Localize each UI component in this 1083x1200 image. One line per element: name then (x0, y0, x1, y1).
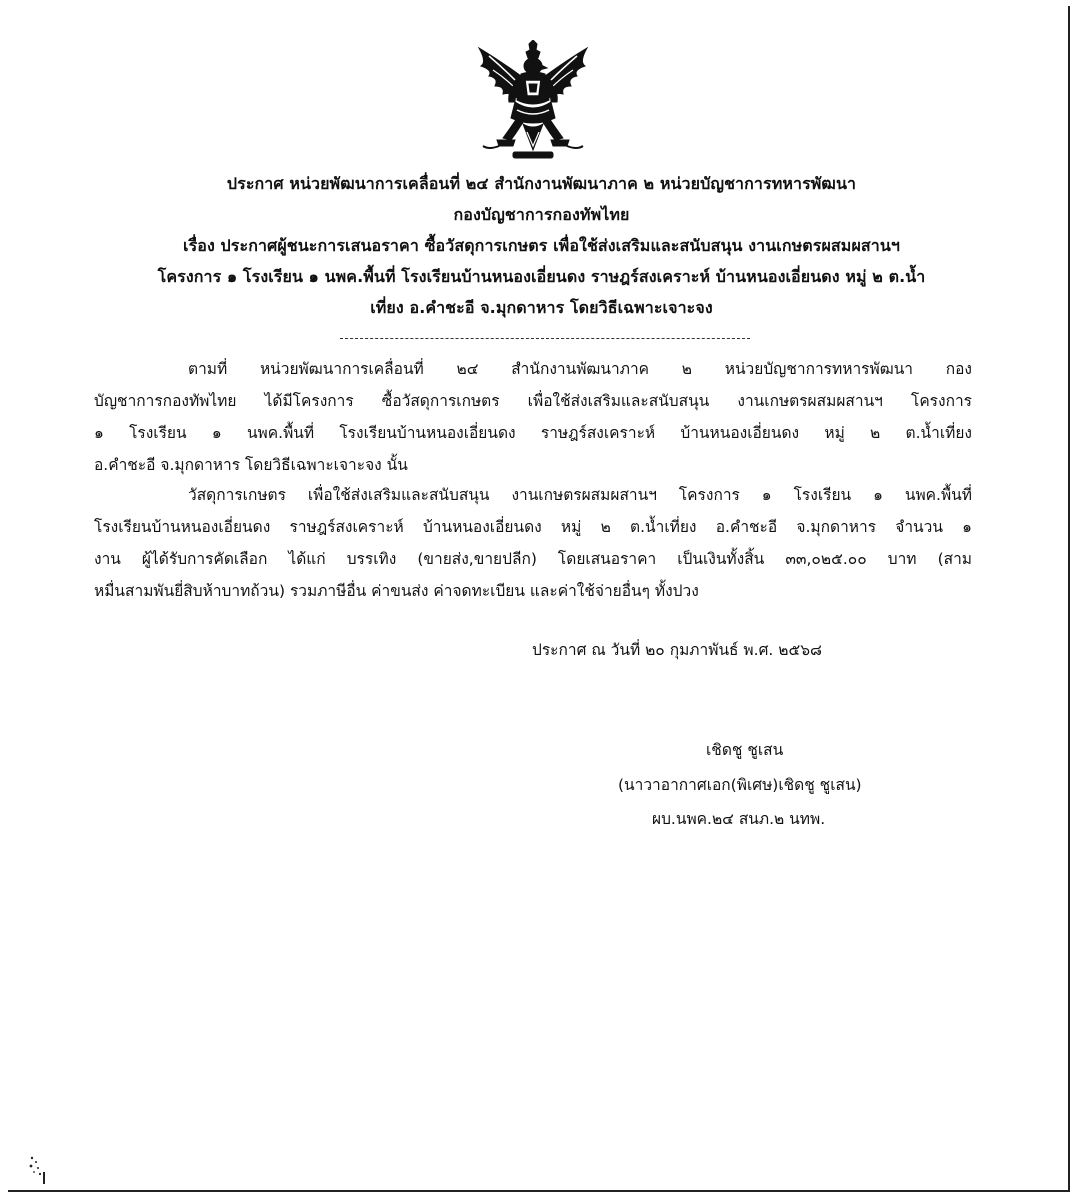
paragraph-line: งาน ผู้ได้รับการคัดเลือก ได้แก่ บรรเทิง (ขายส่ง,ขายปลีก) โดยเสนอราคา เป็นเงินทั้งสิ้น ๓๓,๐๒๕.๐๐ บาท (สาม (94, 550, 972, 568)
paragraph-line: บัญชาการกองทัพไทย ได้มีโครงการ ซื้อวัสดุการเกษตร เพื่อใช้ส่งเสริมและสนับสนุน งานเกษตรผสมผสานฯ โครงการ (94, 392, 972, 410)
paragraph-line: ๑ โรงเรียน ๑ นพค.พื้นที่ โรงเรียนบ้านหนองเอี่ยนดง ราษฎร์สงเคราะห์ บ้านหนองเอี่ยนดง หมู่ ๒ ต.น้ำเที่ยง (94, 424, 972, 442)
title-line: เรื่อง ประกาศผู้ชนะการเสนอราคา ซื้อวัสดุการเกษตร เพื่อใช้ส่งเสริมและสนับสนุน งานเกษตรผสมผสานฯ (183, 236, 900, 255)
title-line: ประกาศ หน่วยพัฒนาการเคลื่อนที่ ๒๔ สำนักงานพัฒนาภาค ๒ หน่วยบัญชาการทหารพัฒนา (226, 174, 857, 193)
signature-position: ผบ.นพค.๒๔ สนภ.๒ นทพ. (652, 810, 826, 828)
scan-speck-marks (28, 1150, 58, 1190)
announcement-title (60, 168, 1023, 323)
paragraph-line: วัสดุการเกษตร เพื่อใช้ส่งเสริมและสนับสนุน งานเกษตรผสมผสานฯ โครงการ ๑ โรงเรียน ๑ นพค.พื้นที่ (188, 486, 972, 504)
title-line: กองบัญชาการกองทัพไทย (453, 205, 630, 224)
title-line: โครงการ ๑ โรงเรียน ๑ นพค.พื้นที่ โรงเรียนบ้านหนองเอี่ยนดง ราษฎร์สงเคราะห์ บ้านหนองเอี่ยนดง หมู่ ๒ ต.น้ำ (157, 267, 926, 286)
paragraph-line: โรงเรียนบ้านหนองเอี่ยนดง ราษฎร์สงเคราะห์ บ้านหนองเอี่ยนดง หมู่ ๒ ต.น้ำเที่ยง อ.คำชะอี จ.มุกดาหาร จำนวน ๑ (94, 518, 972, 536)
signature-full-name: (นาวาอากาศเอก(พิเศษ)เชิดชู ชูเสน) (618, 776, 862, 794)
paragraph-line: ตามที่ หน่วยพัฒนาการเคลื่อนที่ ๒๔ สำนักงานพัฒนาภาค ๒ หน่วยบัญชาการทหารพัฒนา กอง (188, 360, 972, 378)
garuda-emblem-icon (459, 40, 607, 162)
announce-date: ประกาศ ณ วันที่ ๒๐ กุมภาพันธ์ พ.ศ. ๒๕๖๘ (532, 641, 823, 659)
paragraph-line: หมื่นสามพันยี่สิบห้าบาทถ้วน) รวมภาษีอื่น ค่าขนส่ง ค่าจดทะเบียน และค่าใช้จ่ายอื่นๆ ทั้งปวง (94, 582, 699, 600)
title-line: เที่ยง อ.คำชะอี จ.มุกดาหาร โดยวิธีเฉพาะเจาะจง (370, 298, 713, 317)
title-divider (340, 338, 750, 339)
signature-name: เชิดชู ชูเสน (706, 741, 784, 759)
paragraph-line: อ.คำชะอี จ.มุกดาหาร โดยวิธีเฉพาะเจาะจง นั้น (94, 456, 408, 474)
